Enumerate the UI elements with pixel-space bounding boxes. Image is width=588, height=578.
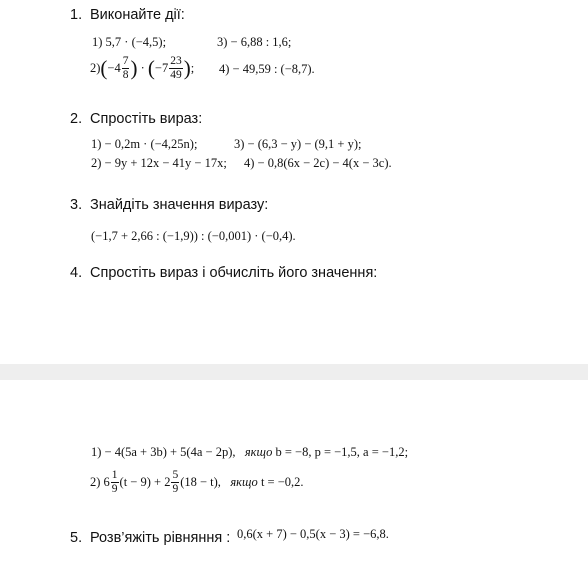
task-number: 5. — [70, 530, 83, 546]
task-3-heading — [70, 197, 268, 213]
task-2-item-1: 1) − 0,2m · (−4,25n); — [91, 137, 198, 151]
paren-open: ( — [147, 55, 155, 80]
item-prefix: 2) — [90, 60, 101, 75]
task-1-item-3: 3) − 6,88 : 1,6; — [217, 35, 292, 49]
task-number: 2. — [70, 111, 83, 127]
task-4-item-1 — [91, 445, 408, 460]
task-5-heading — [70, 530, 230, 546]
task-number: 1. — [70, 7, 83, 23]
semicolon: ; — [190, 60, 195, 75]
condition: b = −8, p = −1,5, a = −1,2; — [275, 445, 409, 459]
fraction — [111, 469, 119, 494]
task-1-item-4: 4) − 49,59 : (−8,7). — [219, 62, 315, 76]
fraction — [169, 55, 183, 80]
fraction-numerator: 5 — [172, 469, 179, 482]
page-separator — [0, 364, 588, 380]
task-title: Розв’яжіть рівняння : — [90, 530, 231, 546]
task-title: Виконайте дії: — [90, 7, 185, 23]
fraction-numerator: 23 — [170, 55, 182, 68]
task-2-item-2: 2) − 9y + 12x − 41y − 17x; — [91, 156, 227, 170]
condition-word: якщо — [244, 445, 273, 459]
condition-word: якщо — [230, 474, 258, 489]
mixed-whole: −7 — [154, 60, 169, 75]
fraction-denominator: 49 — [170, 68, 182, 81]
task-title: Спростіть вираз: — [90, 111, 203, 127]
task-4-item-2 — [90, 464, 304, 500]
fraction — [171, 469, 179, 494]
condition: t = −0,2. — [260, 474, 304, 489]
fraction-denominator: 8 — [122, 68, 129, 81]
expression: 1) − 4(5a + 3b) + 5(4a − 2p), — [91, 445, 236, 459]
task-1-item-1: 1) 5,7 · (−4,5); — [92, 35, 167, 49]
fraction-numerator: 7 — [122, 55, 129, 68]
mixed-whole: −4 — [107, 60, 121, 75]
task-title: Знайдіть значення виразу: — [90, 197, 269, 213]
task-2-heading — [70, 111, 202, 127]
task-4-heading — [70, 265, 377, 281]
task-1-heading — [70, 7, 185, 23]
task-title: Спростіть вираз і обчисліть його значення: — [90, 265, 378, 281]
paren-open: ( — [100, 55, 108, 80]
fraction-denominator: 9 — [172, 482, 179, 495]
task-2-item-4: 4) − 0,8(6x − 2c) − 4(x − 3c). — [244, 156, 392, 170]
fraction-numerator: 1 — [111, 469, 118, 482]
task-2-item-3: 3) − (6,3 − y) − (9,1 + y); — [234, 137, 362, 151]
expression: (18 − t), — [180, 474, 221, 489]
task-1-item-2 — [90, 50, 194, 86]
task-5-equation: 0,6(x + 7) − 0,5(x − 3) = −6,8. — [237, 527, 389, 541]
expression: (t − 9) + 2 — [119, 474, 171, 489]
fraction — [122, 55, 130, 80]
task-number: 3. — [70, 197, 83, 213]
mixed-whole: 2) 6 — [90, 474, 110, 489]
task-number: 4. — [70, 265, 83, 281]
paren-close: ) — [183, 55, 191, 80]
paren-close: ) — [130, 55, 138, 80]
multiply-dot: · — [137, 60, 148, 75]
task-3-item-1: (−1,7 + 2,66 : (−1,9)) : (−0,001) · (−0,4). — [91, 229, 296, 243]
fraction-denominator: 9 — [111, 482, 118, 495]
